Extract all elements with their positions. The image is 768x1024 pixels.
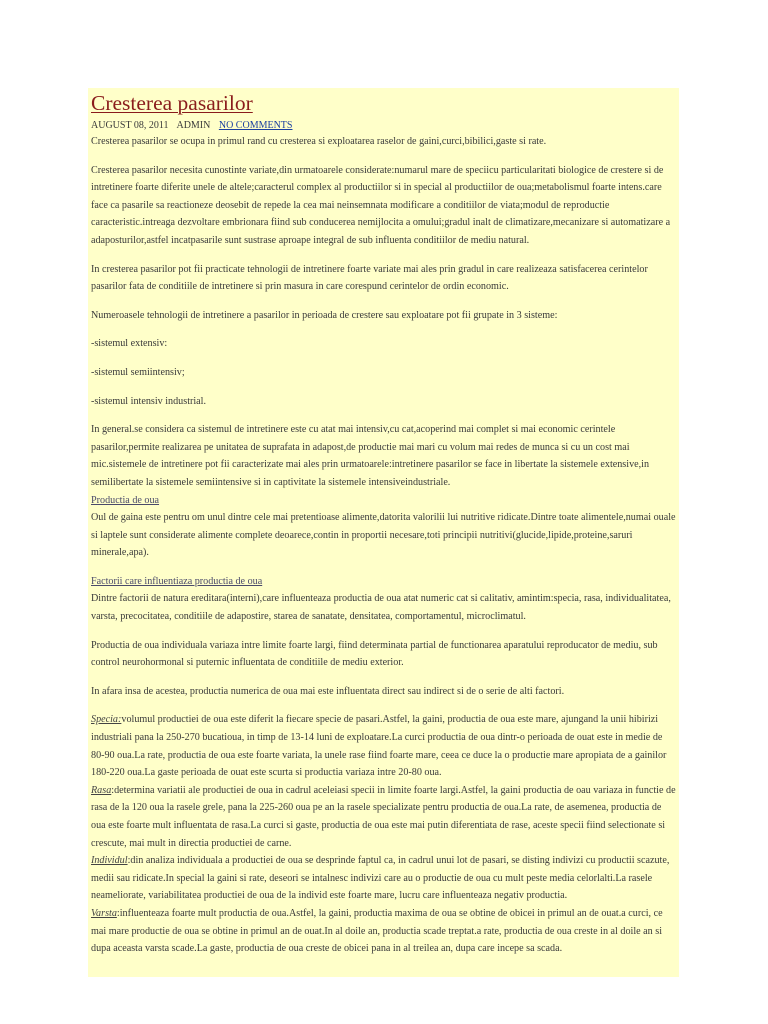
paragraph-individual-production: Productia de oua individuala variaza intre limite foarte largi, fiind determinata partial de functionarea aparatului reproducator de mediu, sub control neurohormonal si puternic influentata de conditiile de mediu exterior. [91,639,658,669]
paragraph-factors: Dintre factorii de natura ereditara(interni),care influenteaza productia de oua atat numeric cat si calitativ, amintim:specia, rasa, individualitatea, varsta, precocitatea, conditiile de adapostire, starea de sanatate, densitatea, comportamentul, microclimatul. [91,593,671,623]
term-species: Specia: [91,714,122,726]
intro-paragraph: Cresterea pasarilor se ocupa in primul rand cu cresterea si exploatarea raselor de gaini,curci,bibilici,gaste si rate. [91,136,547,147]
paragraph-breed [91,782,676,852]
comments-link[interactable]: NO COMMENTS [218,120,293,131]
breed-text: :determina variatii ale productiei de oua in cadrul aceleiasi specii in limite foarte largi.Astfel, la gaini productia de oau variaza in functie de rasa de la 120 oua la rasele grele, pana la 225-260 oua pe an la rasele specializate pentru productia de oua.La rate, de asemenea, productia de oua este foarte mult influentata de rasa.La curci si gaste, productia de oua este mai putin diferentiata de rase, aceste specii fiind selectionate si crescute, mai mult in directia productiei de carne. [91,784,676,849]
section-heading-factors[interactable] [91,573,676,591]
article-container [88,88,679,977]
term-breed: Rasa [91,784,112,796]
paragraph-age [91,905,676,958]
system-intensive: -sistemul intensiv industrial. [91,395,207,407]
paragraph-requirements: Cresterea pasarilor necesita cunostinte variate,din urmatoarele considerate:numarul mare de speciicu particularitati biologice de crestere si de intretinere foarte diferite unele de altele;caracterul complex al productiilor si in special al productiilor de oua;metabolismul foarte intens.care face ca pasarile sa reactioneze deosebit de repede la cea mai neinsemnata modificare a conditiilor de viata;modul de reproductie caracteristic.intreaga dezvoltare embrionara fiind sub conducerea nemijlocita a omului;gradul inalt de climatizare,mecanizare si automatizare a adaposturilor,astfel incatpasarile sunt sustrase aproape integral de sub influenta conditiilor de mediu natural. [91,164,671,246]
egg-production-link[interactable]: Productia de oua [91,494,160,506]
post-date: AUGUST 08, 2011 [91,120,169,131]
species-text: volumul productiei de oua este diferit la fiecare specie de pasari.Astfel, la gaini, productia de oua este mare, ajungand la unii hibirizi industriali pana la 250-270 bucatioua, in timp de 13-14 luni de exploatare.La curci productia de oua dintr-o perioada de ouat este in medie de 80-90 oua.La rate, productia de oua este foarte variata, la unele rase fiind foarte mare, ceea ce duce la o productie mare apropiata de a gainilor 180-220 oua.La gaste perioada de ouat este scurta si productia variaza intre 20-80 oua. [91,714,667,779]
system-extensive: -sistemul extensiv: [91,338,168,350]
term-individual: Individul [91,855,128,867]
term-age: Varsta [91,907,117,919]
paragraph-technologies: In cresterea pasarilor pot fii practicate tehnologii de intretinere foarte variate mai ales prin gradul in care realizeaza satisfacerea cerintelor pasarilor fata de conditiile de intretinere si prin masura in care corespund cerintelor de ordin economic. [91,263,648,293]
article-title[interactable]: Cresterea pasarilor [91,91,253,115]
paragraph-egg: Oul de gaina este pentru om unul dintre cele mai pretentioase alimente,datorita valorilii lui nutritive ridicate.Dintre toate alimentele,numai ouale si laptele sunt considerate alimente complete deoarece,contin in proportii necesare,toti principii nutritivi(glucide,lipide,proteine,saruri minerale,apa). [91,512,676,559]
section-heading-egg-production[interactable] [91,492,676,510]
paragraph-species [91,711,676,781]
paragraph-other-factors: In afara insa de acestea, productia numerica de oua mai este influentata direct sau indirect si de o serie de alti factori. [91,685,565,697]
system-semiintensive: -sistemul semiintensiv; [91,366,185,378]
individual-text: :din analiza individuala a productiei de oua se desprinde faptul ca, in cadrul unui lot de pasari, se disting indivizi cu productii scazute, medii sau ridicate.In special la gaini si rate, deseori se intalnesc indivizi care au o productie de oua cu mult peste media celorlalti.La rasele neameliorate, variabilitatea productiei de oua de la individ este foarte mare, lucru care influenteaza negativ productia. [91,855,670,902]
article-meta [91,119,676,133]
paragraph-general: In general.se considera ca sistemul de intretinere este cu atat mai intensiv,cu cat,acoperind mai complet si mai economic cerintele pasarilor,permite realizarea pe unitatea de suprafata in adapost,de productie mai mari cu volum mai redes de munca si cu un cost mai mic.sistemele de intretinere pot fii caracterizate mai ales prin urmatoarele:intretinere pasarilor se face in libertate la sistemele extensive,in semilibertate la sistemele semiintensive si in captivitate la sistemele intensiveindustriale. [91,424,650,488]
post-author: ADMIN [176,120,211,131]
factors-link[interactable]: Factorii care influentiaza productia de oua [91,575,263,587]
age-text: :influenteaza foarte mult productia de oua.Astfel, la gaini, productia maxima de oua se obtine de obicei in primul an de ouat.a curci, ce mai mare productie de oua se obtine in primul an de ouat.In al doile an, productia scade treptat.a rate, productia de oua creste in al doile an si dupa aceasta varsta scade.La gaste, productia de oua creste de obicei pana in al treilea an, dupa care incepe sa scada. [91,907,663,955]
paragraph-systems-intro: Numeroasele tehnologii de intretinere a pasarilor in perioada de crestere sau exploatare pot fii grupate in 3 sisteme: [91,309,558,321]
paragraph-individual [91,852,676,905]
